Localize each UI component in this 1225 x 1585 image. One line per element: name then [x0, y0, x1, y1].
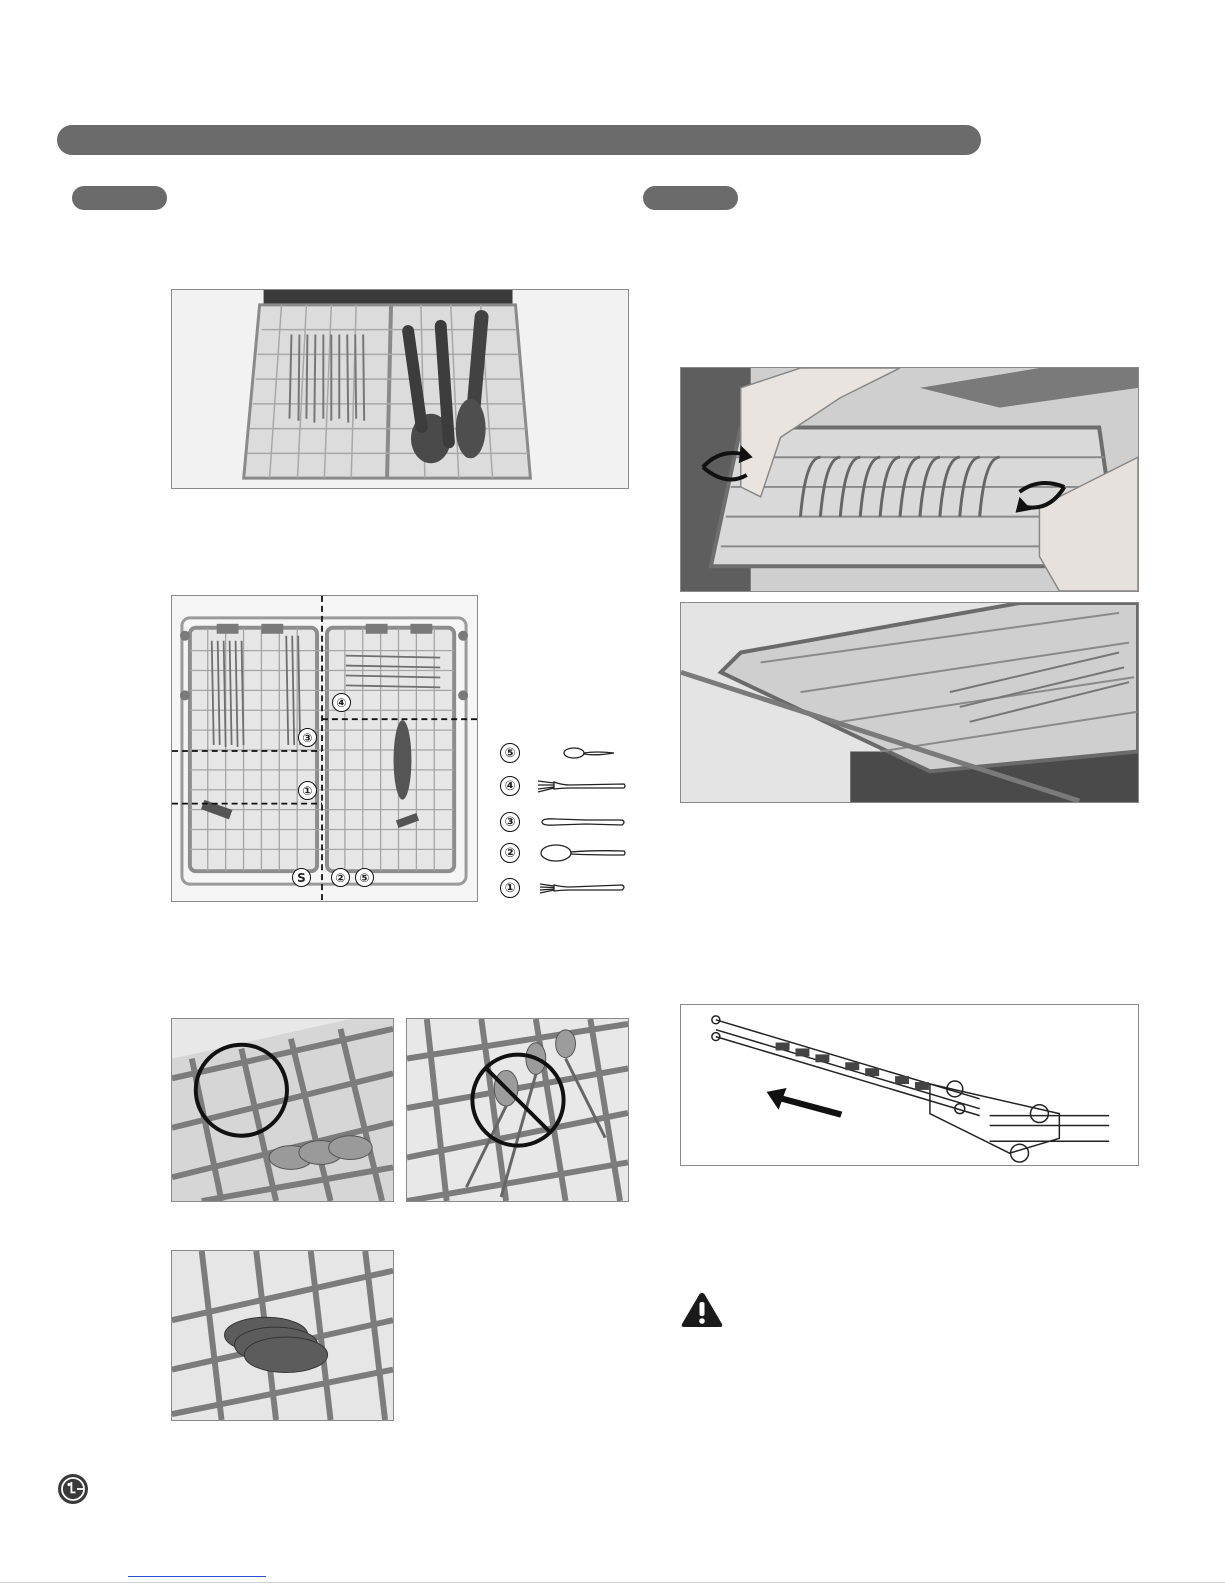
correct-loading-photo: [171, 1018, 394, 1202]
soup-spoon-icon: [536, 841, 628, 865]
salad-fork-icon: [536, 878, 628, 898]
callout-s: S: [292, 868, 311, 887]
basket-closeup-photo: [171, 1250, 394, 1421]
knife-icon: [536, 812, 628, 832]
callout-4: ④: [332, 693, 351, 712]
legend-salad-fork: [500, 877, 628, 899]
section-title-bar: [57, 125, 981, 155]
legend-soup-spoon: [500, 842, 628, 864]
legend-num-1: ①: [500, 878, 520, 898]
legend-knife: [500, 811, 628, 833]
footer-link-underline[interactable]: [128, 1576, 266, 1577]
folded-tines-photo: [680, 602, 1139, 803]
legend-num-4: ④: [500, 776, 520, 796]
left-subsection-pill: [72, 186, 167, 210]
callout-2: ②: [331, 868, 350, 887]
third-rack-photo: [171, 289, 629, 489]
legend-num-5: ⑤: [500, 743, 520, 763]
callout-5: ⑤: [355, 868, 374, 887]
rack-rail-drawing: [680, 1004, 1139, 1166]
legend-teaspoon: [500, 742, 618, 764]
callout-3: ③: [298, 728, 317, 747]
legend-num-3: ③: [500, 812, 520, 832]
legend-num-2: ②: [500, 843, 520, 863]
legend-dinner-fork: [500, 775, 628, 797]
teaspoon-icon: [536, 743, 618, 763]
folding-tines-photo: [680, 367, 1139, 592]
lg-logo-icon: [57, 1473, 89, 1505]
callout-1: ①: [298, 781, 317, 800]
footer-divider: [0, 1582, 1225, 1583]
incorrect-loading-photo: [406, 1018, 629, 1202]
cutlery-basket-diagram: [171, 595, 478, 902]
right-subsection-pill: [643, 186, 738, 210]
dinner-fork-icon: [536, 776, 628, 796]
warning-triangle-icon: [680, 1291, 724, 1329]
